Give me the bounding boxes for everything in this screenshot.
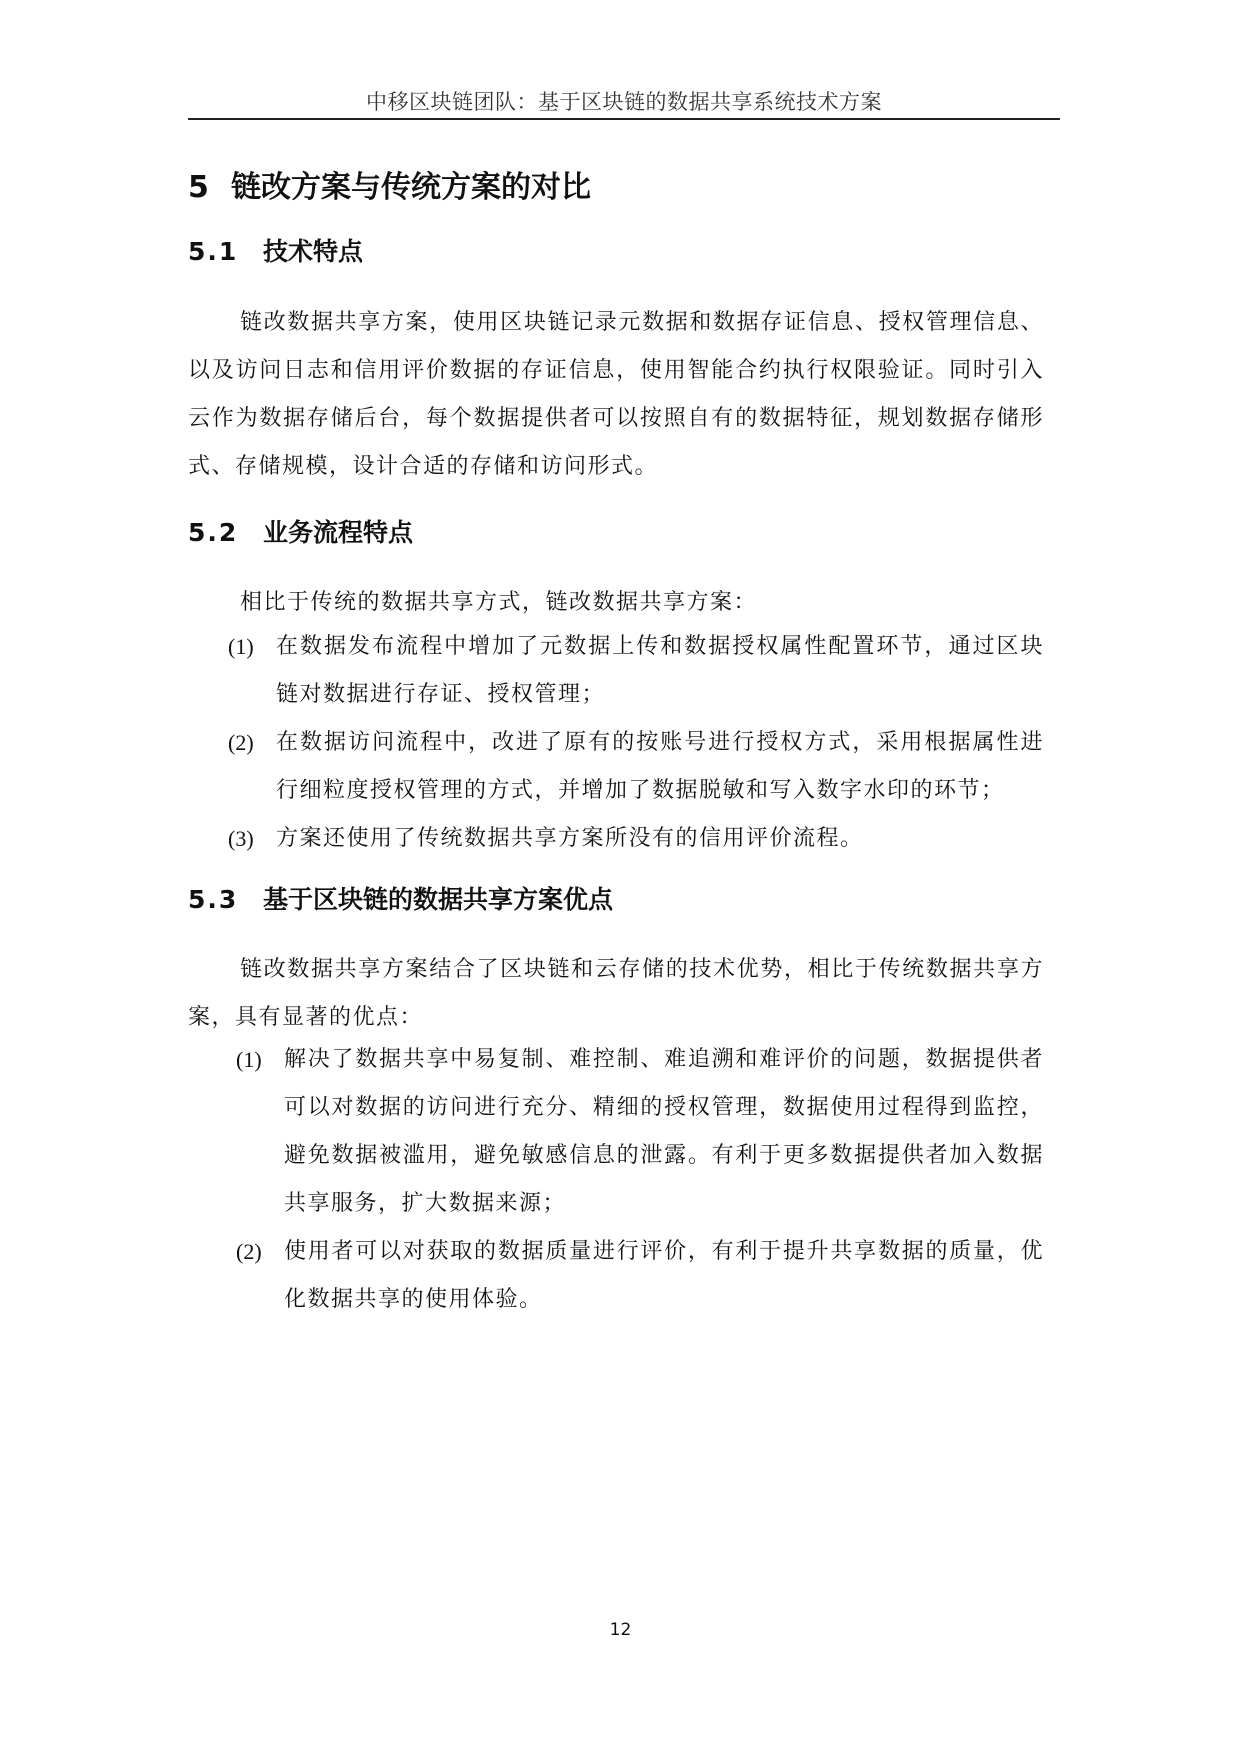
section-heading-5-2 (188, 513, 413, 549)
section-5-3-list (236, 1036, 1044, 1324)
list-item (228, 719, 1044, 815)
list-item-text: 使用者可以对获取的数据质量进行评价，有利于提升共享数据的质量，优化数据共享的使用体验。 (284, 1239, 1044, 1312)
list-item (228, 623, 1044, 719)
list-item-marker: (1) (228, 634, 254, 659)
section-title: 基于区块链的数据共享方案优点 (263, 885, 614, 914)
list-item-marker: (2) (236, 1239, 262, 1264)
page-number: 12 (609, 1620, 632, 1640)
list-item-text: 在数据发布流程中增加了元数据上传和数据授权属性配置环节，通过区块链对数据进行存证、授权管理； (276, 634, 1044, 707)
list-item-text: 方案还使用了传统数据共享方案所没有的信用评价流程。 (276, 826, 864, 851)
page-header-title: 中移区块链团队：基于区块链的数据共享系统技术方案 (366, 90, 882, 114)
list-item (236, 1228, 1044, 1324)
section-5-3-intro: 链改数据共享方案结合了区块链和云存储的技术优势，相比于传统数据共享方案，具有显著的优点： (188, 957, 1044, 1030)
header-rule (188, 118, 1060, 120)
section-heading-5-1 (188, 232, 363, 268)
section-title: 业务流程特点 (263, 518, 414, 547)
list-item (236, 1036, 1044, 1228)
section-number: 5.2 (188, 518, 239, 547)
section-number: 5.1 (188, 237, 239, 266)
list-item (228, 815, 1044, 863)
section-title: 技术特点 (263, 237, 364, 266)
list-item-text: 在数据访问流程中，改进了原有的按账号进行授权方式，采用根据属性进行细粒度授权管理的方式，并增加了数据脱敏和写入数字水印的环节； (276, 730, 1044, 803)
list-item-marker: (2) (228, 730, 254, 755)
list-item-text: 解决了数据共享中易复制、难控制、难追溯和难评价的问题，数据提供者可以对数据的访问进行充分、精细的授权管理，数据使用过程得到监控，避免数据被滥用，避免敏感信息的泄露。有利于更多数据提供者加入数据共享服务，扩大数据来源； (284, 1047, 1044, 1216)
list-item-marker: (3) (228, 826, 254, 851)
chapter-number: 5 (188, 170, 209, 205)
section-heading-5-3 (188, 880, 613, 916)
section-5-2-list (228, 623, 1044, 863)
list-item-marker: (1) (236, 1047, 262, 1072)
section-5-1-paragraph: 链改数据共享方案，使用区块链记录元数据和数据存证信息、授权管理信息、以及访问日志和信用评价数据的存证信息，使用智能合约执行权限验证。同时引入云作为数据存储后台，每个数据提供者可以按照自有的数据特征，规划数据存储形式、存储规模，设计合适的存储和访问形式。 (188, 310, 1044, 479)
chapter-heading (188, 162, 591, 206)
section-5-2-intro: 相比于传统的数据共享方式，链改数据共享方案： (240, 590, 758, 615)
section-number: 5.3 (188, 885, 239, 914)
chapter-title: 链改方案与传统方案的对比 (231, 170, 591, 205)
